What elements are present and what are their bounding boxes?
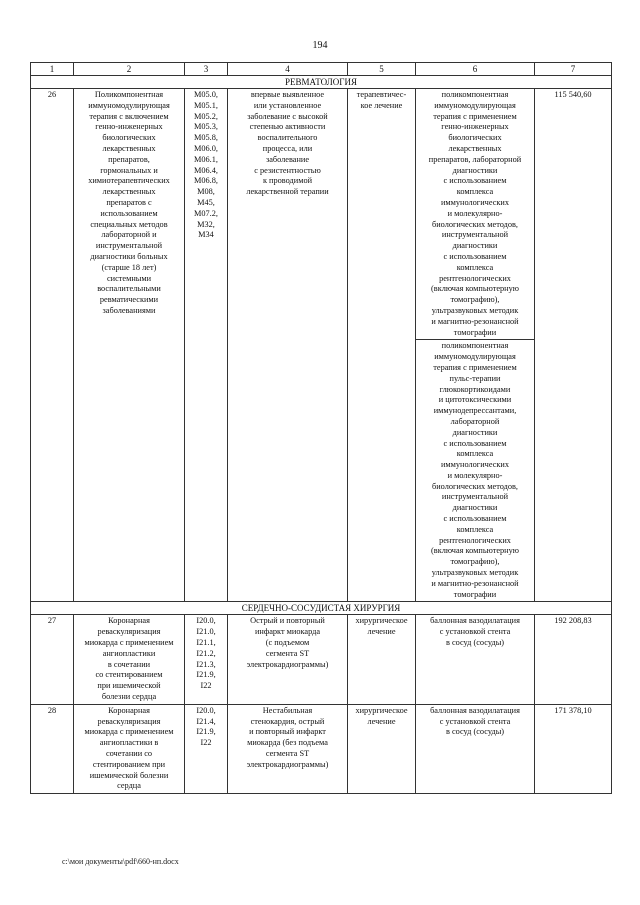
treatment-method: поликомпонентная иммуномодулирующая терапия с применением пульс-терапии глюкокортикоидами и цитотоксическими иммунодепрессантами, лабораторной диагностики с использованием комплекса иммунологических и молекулярно- биологических методов, инструментальной диагностики с использованием комплекса рентгенологических (включая компьютерную томографию), ультразвуковых методик и магнитно-резонансной томографии [416, 340, 535, 602]
col-header-1: 1 [31, 63, 74, 76]
col-header-4: 4 [228, 63, 348, 76]
services-table [30, 62, 612, 794]
service-name: Поликомпонентная иммуномодулирующая терапия с включением генно-инженерных биологических лекарственных препаратов, гормональных и химиотерапевтических лекарственных препаратов с использованием специальных методов лабораторной и инструментальной диагностики больных (старше 18 лет) системными воспалительными ревматическими заболеваниями [74, 89, 185, 602]
treatment-type: терапевтичес- кое лечение [348, 89, 416, 602]
section-title: СЕРДЕЧНО-СОСУДИСТАЯ ХИРУРГИЯ [31, 602, 612, 615]
icd-codes: I20.0, I21.0, I21.1, I21.2, I21.3, I21.9, I22 [185, 615, 228, 704]
file-path-footer: c:\мои документы\pdf\660-нп.docx [62, 857, 179, 866]
row-number: 27 [31, 615, 74, 704]
cost-value: 171 378,10 [535, 704, 612, 793]
icd-codes: М05.0, М05.1, М05.2, М05.3, М05.8, М06.0, М06.1, М06.4, М06.8, М08, М45, М07.2, М32, М34 [185, 89, 228, 602]
table-row [31, 704, 612, 793]
page-number: 194 [312, 40, 328, 51]
patient-model: Нестабильная стенокардия, острый и повторный инфаркт миокарда (без подъема сегмента ST электрокардиограммы) [228, 704, 348, 793]
patient-model: впервые выявленное или установленное заболевание с высокой степенью активности воспалительного процесса, или заболевание с резистентностью к проводимой лекарственной терапии [228, 89, 348, 602]
treatment-method: баллонная вазодилатация с установкой стента в сосуд (сосуды) [416, 704, 535, 793]
cost-value: 115 540,60 [535, 89, 612, 602]
section-row [31, 602, 612, 615]
icd-codes: I20.0, I21.4, I21.9, I22 [185, 704, 228, 793]
row-number: 28 [31, 704, 74, 793]
patient-model: Острый и повторный инфаркт миокарда (с подъемом сегмента ST электрокардиограммы) [228, 615, 348, 704]
section-title: РЕВМАТОЛОГИЯ [31, 76, 612, 89]
service-name: Коронарная реваскуляризация миокарда с применением ангиопластики в сочетании со стентированием при ишемической болезни сердца [74, 704, 185, 793]
col-header-3: 3 [185, 63, 228, 76]
col-header-6: 6 [416, 63, 535, 76]
col-header-2: 2 [74, 63, 185, 76]
cost-value: 192 208,83 [535, 615, 612, 704]
col-header-5: 5 [348, 63, 416, 76]
treatment-type: хирургическое лечение [348, 615, 416, 704]
treatment-method: баллонная вазодилатация с установкой стента в сосуд (сосуды) [416, 615, 535, 704]
treatment-method: поликомпонентная иммуномодулирующая терапия с применением генно-инженерных биологических лекарственных препаратов, лабораторной диагностики с использованием комплекса иммунологических и молекулярно- биологических методов, инструментальной диагностики с использованием комплекса рентгенологических (включая компьютерную томографию), ультразвуковых методик и магнитно-резонансной томографии [416, 89, 535, 340]
row-number: 26 [31, 89, 74, 602]
treatment-type: хирургическое лечение [348, 704, 416, 793]
service-name: Коронарная реваскуляризация миокарда с применением ангиопластики в сочетании со стентированием при ишемической болезни сердца [74, 615, 185, 704]
table-row [31, 615, 612, 704]
table-row [31, 89, 612, 340]
column-number-row [31, 63, 612, 76]
section-row [31, 76, 612, 89]
col-header-7: 7 [535, 63, 612, 76]
